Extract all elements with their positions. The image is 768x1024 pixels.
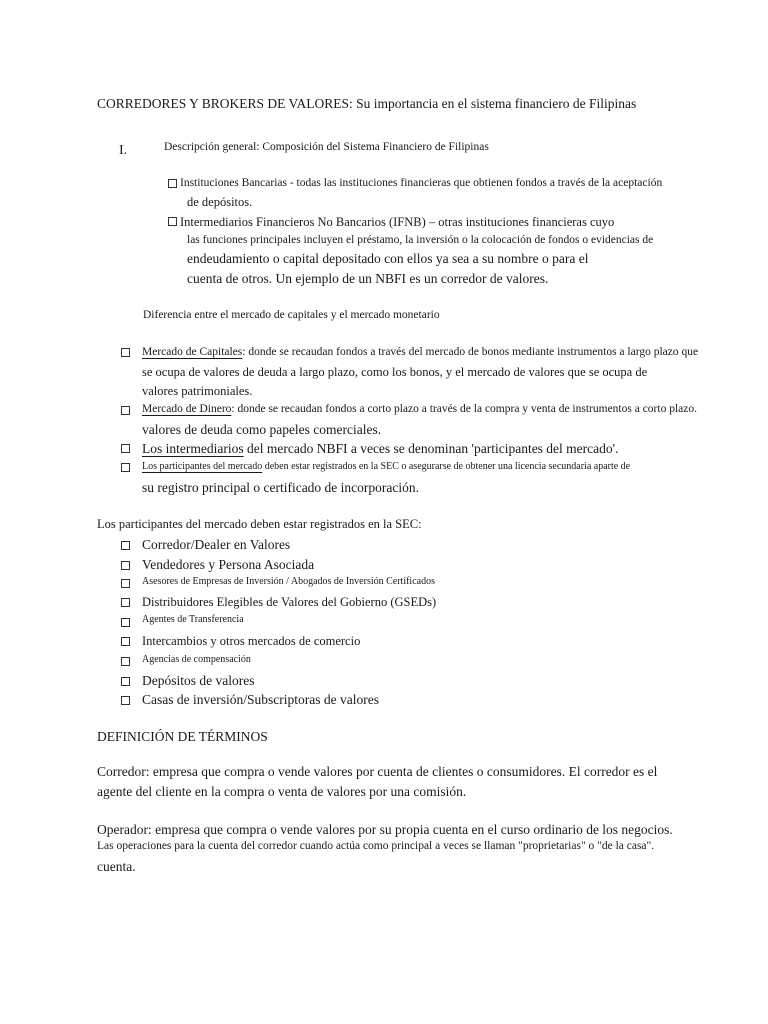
capital-market-line3: valores patrimoniales. [142, 384, 253, 398]
money-market-text: : donde se recaudan fondos a corto plazo a través de la compra y venta de instrumentos a corto plazo. [231, 403, 697, 415]
money-market-term: Mercado de Dinero [142, 403, 232, 415]
list-item: Vendedores y Persona Asociada [142, 557, 315, 572]
list-item: Distribuidores Elegibles de Valores del Gobierno (GSEDs) [142, 595, 437, 609]
list-item: Asesores de Empresas de Inversión / Abogados de Inversión Certificados [142, 576, 435, 587]
bullet-nbfi-line4: cuenta de otros. Un ejemplo de un NBFI es un corredor de valores. [187, 271, 549, 286]
nbfi-term: Los intermediarios [142, 441, 244, 456]
checkbox-icon [121, 677, 130, 686]
title-prefix: CORREDORES Y BROKERS DE VALORES: [97, 96, 353, 111]
checkbox-icon [121, 579, 130, 588]
nbfi-text: del mercado NBFI a veces se denominan 'participantes del mercado'. [243, 441, 619, 456]
bullet-banking-line2: de depósitos. [187, 195, 253, 209]
operador-line3: cuenta. [97, 859, 136, 874]
participants-text: deben estar registrados en la SEC o asegurarse de obtener una licencia secundaria aparte de [262, 461, 631, 472]
money-market-line2: valores de deuda como papeles comerciales. [142, 422, 382, 437]
checkbox-icon [121, 541, 130, 550]
checkbox-icon [121, 463, 130, 472]
participants-term: Los participantes del mercado [142, 461, 263, 472]
list-item: Depósitos de valores [142, 673, 255, 688]
bullet-nbfi-line1: Intermediarios Financieros No Bancarios (IFNB) – otras instituciones financieras cuyo [180, 215, 615, 229]
corredor-line1: Corredor: empresa que compra o vende valores por cuenta de clientes o consumidores. El corredor es el [97, 764, 658, 779]
nbfi-line [142, 441, 618, 457]
checkbox-icon [121, 598, 130, 607]
checkbox-icon [121, 696, 130, 705]
corredor-line2: agente del cliente en la compra o venta de valores por una comisión. [97, 784, 467, 799]
list-item: Agentes de Transferencia [142, 614, 244, 625]
capital-market-line2: se ocupa de valores de deuda a largo plazo, como los bonos, y el mercado de valores que se ocupa de [142, 365, 648, 379]
definitions-heading: DEFINICIÓN DE TÉRMINOS [97, 729, 268, 744]
difference-heading: Diferencia entre el mercado de capitales y el mercado monetario [143, 309, 440, 321]
money-market-line1 [142, 403, 697, 416]
capital-market-line1 [142, 346, 698, 359]
list-item: Agencias de compensación [142, 654, 251, 665]
checkbox-icon [121, 444, 130, 453]
capital-market-term: Mercado de Capitales [142, 346, 243, 358]
checkbox-icon [121, 561, 130, 570]
section-heading: Descripción general: Composición del Sistema Financiero de Filipinas [164, 141, 489, 153]
capital-market-text: : donde se recaudan fondos a través del mercado de bonos mediante instrumentos a largo plazo que [242, 346, 699, 358]
checkbox-icon [121, 406, 130, 415]
checkbox-icon [168, 179, 177, 188]
checkbox-icon [121, 348, 130, 357]
title-rest: Su importancia en el sistema financiero de Filipinas [352, 96, 637, 111]
bullet-banking-line1: Instituciones Bancarias - todas las instituciones financieras que obtienen fondos a través de la aceptación [180, 177, 663, 189]
checkbox-icon [121, 618, 130, 627]
list-item: Casas de inversión/Subscriptoras de valores [142, 692, 379, 707]
registered-intro: Los participantes del mercado deben estar registrados en la SEC: [97, 517, 422, 531]
section-numeral: I. [119, 143, 128, 158]
participants-line2: su registro principal o certificado de incorporación. [142, 480, 420, 495]
document-title [97, 96, 636, 112]
checkbox-icon [168, 217, 177, 226]
operador-line1: Operador: empresa que compra o vende valores por su propia cuenta en el curso ordinario de los negocios. [97, 822, 673, 837]
checkbox-icon [121, 637, 130, 646]
list-item: Corredor/Dealer en Valores [142, 537, 291, 552]
bullet-nbfi-line2: las funciones principales incluyen el préstamo, la inversión o la colocación de fondos o evidencias de [187, 234, 654, 246]
operador-line2: Las operaciones para la cuenta del corredor cuando actúa como principal a veces se llaman "proprietarias" o "de la casa". [97, 840, 655, 852]
participants-line1 [142, 461, 630, 473]
list-item: Intercambios y otros mercados de comercio [142, 634, 361, 648]
checkbox-icon [121, 657, 130, 666]
bullet-nbfi-line3: endeudamiento o capital depositado con ellos ya sea a su nombre o para el [187, 251, 589, 266]
